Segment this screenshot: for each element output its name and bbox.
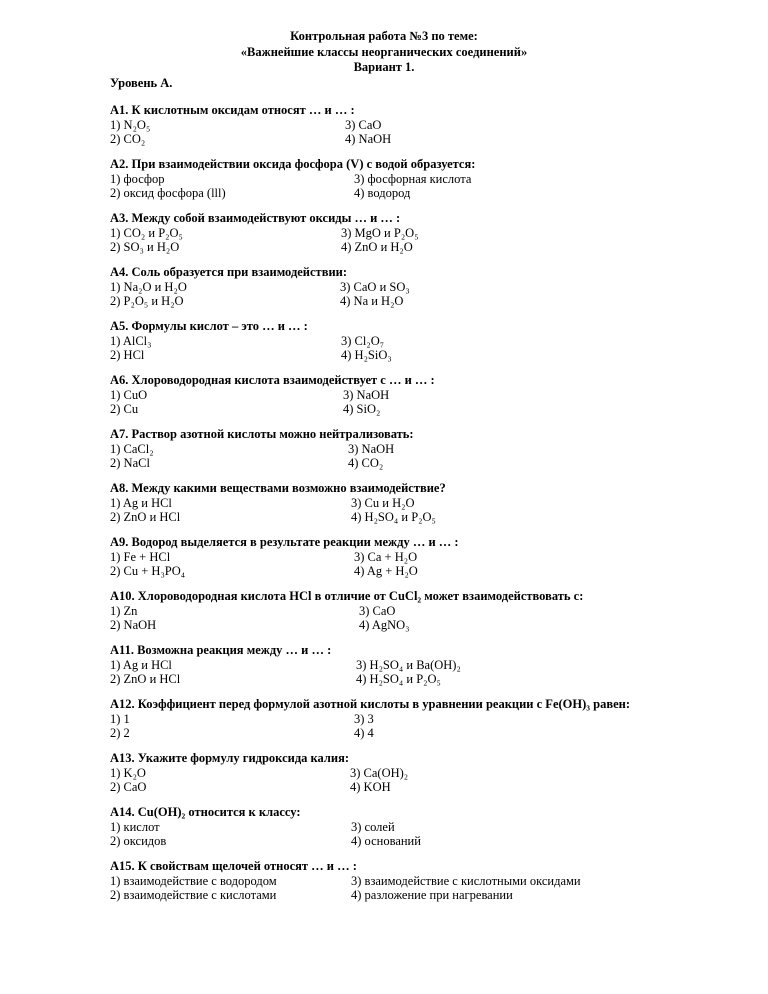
answer-option: 4) Ag + H₂O <box>354 564 418 578</box>
answer-option: 4) NaOH <box>345 132 392 146</box>
options-row <box>110 226 750 241</box>
answer-option: 2) CaO <box>110 780 147 794</box>
options-row <box>110 496 750 511</box>
question-6 <box>110 373 750 417</box>
answer-option: 1) Na₂O и H₂O <box>110 279 187 294</box>
answer-option: 2) SO₃ и H₂O <box>110 240 180 254</box>
question-3 <box>110 211 750 255</box>
options-row <box>110 834 750 849</box>
answer-option: 4) водород <box>354 186 411 200</box>
question-title: А10. Хлороводородная кислота HCl в отличие от CuCl₂ может взаимодействовать с: <box>110 589 584 603</box>
options-row <box>110 240 750 255</box>
question-7 <box>110 427 750 471</box>
question-2 <box>110 157 750 201</box>
answer-option: 3) 3 <box>354 711 374 726</box>
options-row <box>110 550 750 565</box>
answer-option: 2) NaCl <box>110 456 150 470</box>
answer-option: 4) оснований <box>351 834 421 848</box>
question-title: А3. Между собой взаимодействуют оксиды … и … : <box>110 211 401 225</box>
answer-option: 2) ZnO и HCl <box>110 672 181 686</box>
options-row <box>110 780 750 795</box>
answer-option: 3) Ca + H₂O <box>354 549 418 564</box>
answer-option: 3) CaO <box>345 117 382 132</box>
answer-option: 4) H₂SiO₃ <box>341 348 392 362</box>
answer-option: 1) CuO <box>110 387 148 402</box>
question-title: А12. Коэффициент перед формулой азотной кислоты в уравнении реакции с Fe(OH)₃ равен: <box>110 697 630 711</box>
answer-option: 4) Na и H₂O <box>340 294 404 308</box>
answer-option: 4) AgNO₃ <box>359 618 410 632</box>
question-title: А2. При взаимодействии оксида фосфора (V) с водой образуется: <box>110 157 476 171</box>
answer-option: 3) Ca(OH)₂ <box>350 765 409 780</box>
options-row <box>110 118 750 133</box>
answer-option: 4) ZnO и H₂O <box>341 240 413 254</box>
options-row <box>110 820 750 835</box>
header-line-1: Контрольная работа №3 по теме: <box>290 29 478 43</box>
answer-option: 1) K₂O <box>110 765 146 780</box>
question-5 <box>110 319 750 363</box>
answer-option: 4) CO₂ <box>348 456 384 470</box>
answer-option: 1) Fe + HCl <box>110 549 171 564</box>
options-row <box>110 874 750 889</box>
answer-option: 2) оксид фосфора (lll) <box>110 186 226 200</box>
answer-option: 2) CO₂ <box>110 132 146 146</box>
options-row <box>110 766 750 781</box>
options-row <box>110 132 750 147</box>
question-title: А8. Между какими веществами возможно взаимодействие? <box>110 481 446 495</box>
answer-option: 4) SiO₂ <box>343 402 381 416</box>
options-row <box>110 172 750 187</box>
question-12 <box>110 697 750 741</box>
question-title: А5. Формулы кислот – это … и … : <box>110 319 308 333</box>
options-row <box>110 618 750 633</box>
answer-option: 3) H₂SO₄ и Ba(OH)₂ <box>356 657 461 672</box>
answer-option: 2) P₂O₅ и H₂O <box>110 294 184 308</box>
header-line-2: «Важнейшие классы неорганических соединений» <box>240 45 528 59</box>
options-row <box>110 712 750 727</box>
options-row <box>110 672 750 687</box>
options-row <box>110 294 750 309</box>
question-13 <box>110 751 750 795</box>
question-title: А14. Cu(OH)₂ относится к классу: <box>110 805 301 819</box>
answer-option: 2) взаимодействие с кислотами <box>110 888 277 902</box>
options-row <box>110 442 750 457</box>
answer-option: 1) CaCl₂ <box>110 441 154 456</box>
answer-option: 1) AlCl₃ <box>110 333 152 348</box>
answer-option: 1) Ag и HCl <box>110 657 172 672</box>
answer-option: 1) CO₂ и P₂O₅ <box>110 225 183 240</box>
answer-option: 2) NaOH <box>110 618 157 632</box>
answer-option: 3) NaOH <box>343 387 390 402</box>
options-row <box>110 658 750 673</box>
answer-option: 3) фосфорная кислота <box>354 171 472 186</box>
answer-option: 4) H₂SO₄ и P₂O₅ <box>351 510 436 524</box>
answer-option: 1) 1 <box>110 711 130 726</box>
question-title: А13. Укажите формулу гидроксида калия: <box>110 751 350 765</box>
answer-option: 3) CaO и SO₃ <box>340 279 410 294</box>
answer-option: 2) Cu + H₃PO₄ <box>110 564 186 578</box>
question-4 <box>110 265 750 309</box>
answer-option: 2) Cu <box>110 402 139 416</box>
answer-option: 4) разложение при нагревании <box>351 888 513 902</box>
question-9 <box>110 535 750 579</box>
options-row <box>110 348 750 363</box>
answer-option: 2) 2 <box>110 726 130 740</box>
options-row <box>110 456 750 471</box>
answer-option: 3) Cu и H₂O <box>351 495 415 510</box>
options-row <box>110 402 750 417</box>
question-title: А7. Раствор азотной кислоты можно нейтрализовать: <box>110 427 414 441</box>
answer-option: 2) HCl <box>110 348 145 362</box>
question-1 <box>110 103 750 147</box>
options-row <box>110 564 750 579</box>
question-title: А1. К кислотным оксидам относят … и … : <box>110 103 355 117</box>
answer-option: 2) оксидов <box>110 834 167 848</box>
answer-option: 1) фосфор <box>110 171 165 186</box>
options-row <box>110 334 750 349</box>
options-row <box>110 186 750 201</box>
answer-option: 1) N₂O₅ <box>110 117 151 132</box>
answer-option: 2) ZnO и HCl <box>110 510 181 524</box>
answer-option: 1) Zn <box>110 603 138 618</box>
answer-option: 3) Cl₂O₇ <box>341 333 385 348</box>
question-10 <box>110 589 750 633</box>
question-15 <box>110 859 750 903</box>
question-title: А11. Возможна реакция между … и … : <box>110 643 332 657</box>
header-line-3: Вариант 1. <box>353 60 415 74</box>
answer-option: 1) взаимодействие с водородом <box>110 873 277 888</box>
options-row <box>110 604 750 619</box>
question-title: А4. Соль образуется при взаимодействии: <box>110 265 348 279</box>
question-title: А6. Хлороводородная кислота взаимодействует с … и … : <box>110 373 435 387</box>
level-heading: Уровень А. <box>110 76 173 90</box>
answer-option: 1) кислот <box>110 819 160 834</box>
options-row <box>110 280 750 295</box>
answer-option: 3) солей <box>351 819 395 834</box>
question-11 <box>110 643 750 687</box>
question-8 <box>110 481 750 525</box>
answer-option: 3) CaO <box>359 603 396 618</box>
answer-option: 3) взаимодействие с кислотными оксидами <box>351 873 581 888</box>
options-row <box>110 888 750 903</box>
answer-option: 1) Ag и HCl <box>110 495 172 510</box>
options-row <box>110 388 750 403</box>
answer-option: 4) 4 <box>354 726 374 740</box>
options-row <box>110 510 750 525</box>
options-row <box>110 726 750 741</box>
question-14 <box>110 805 750 849</box>
answer-option: 4) KOH <box>350 780 391 794</box>
answer-option: 4) H₂SO₄ и P₂O₅ <box>356 672 441 686</box>
question-title: А15. К свойствам щелочей относят … и … : <box>110 859 357 873</box>
answer-option: 3) MgO и P₂O₅ <box>341 225 419 240</box>
answer-option: 3) NaOH <box>348 441 395 456</box>
question-title: А9. Водород выделяется в результате реакции между … и … : <box>110 535 459 549</box>
